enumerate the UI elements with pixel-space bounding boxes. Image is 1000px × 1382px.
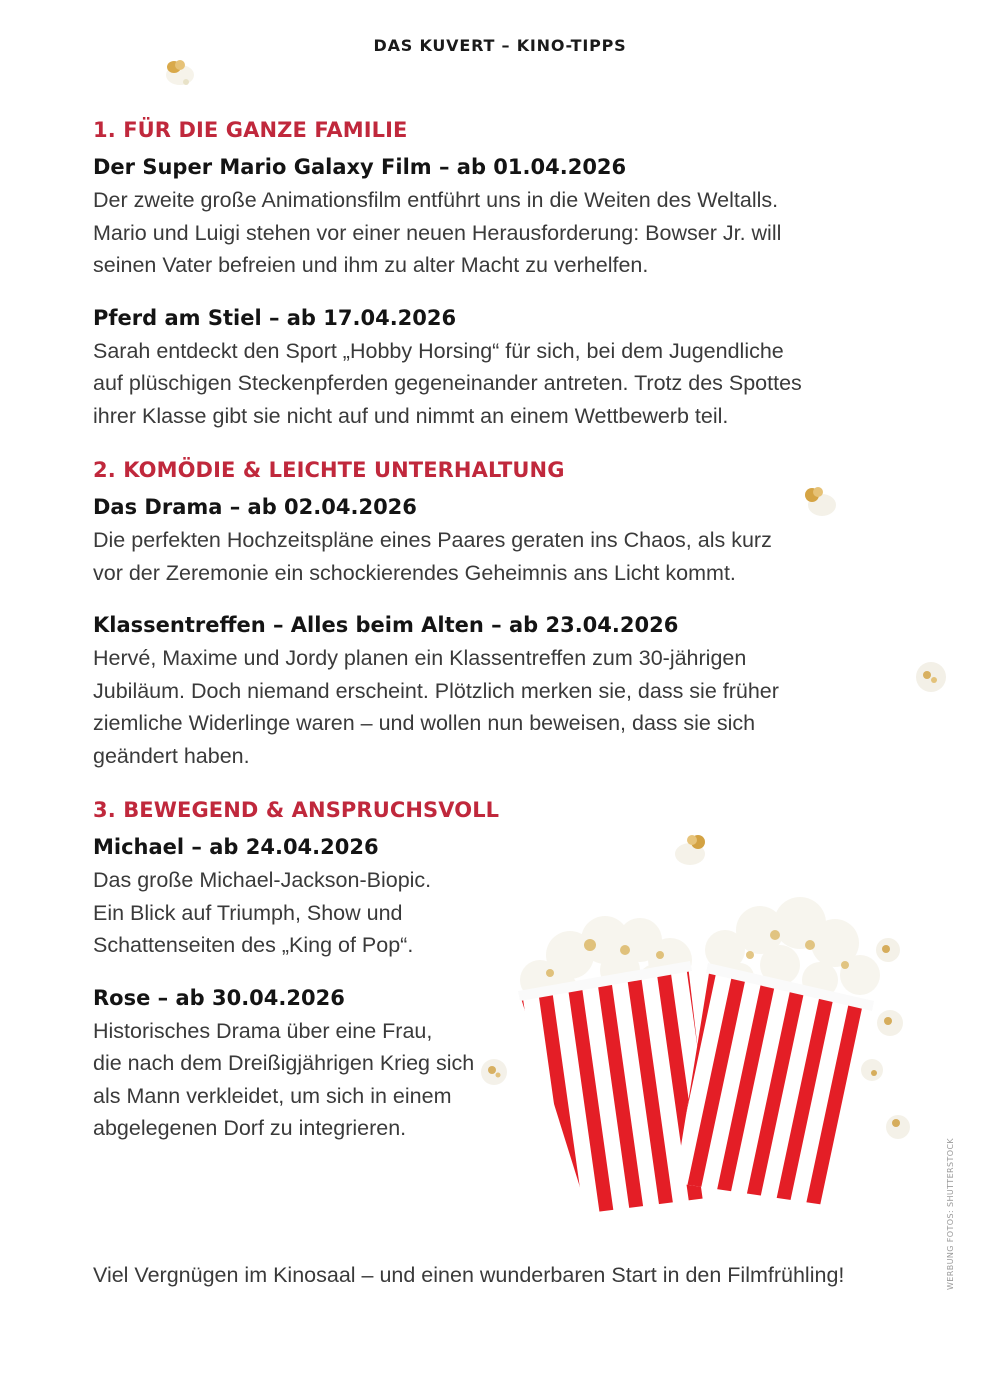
popcorn-kernel-icon xyxy=(912,658,950,696)
film-entry xyxy=(93,153,913,282)
section-title: 3. BEWEGEND & ANSPRUCHSVOLL xyxy=(93,798,500,822)
section-family xyxy=(93,118,913,432)
film-description: Historisches Drama über eine Frau, die nach dem Dreißigjährigen Krieg sich als Mann verkleidet, um sich in einem abgelegenen Dorf zu integrieren. xyxy=(93,1018,475,1140)
film-description: Hervé, Maxime und Jordy planen ein Klassentreffen zum 30-jährigen Jubiläum. Doch niemand erscheint. Plötzlich merken sie, dass sie früher ziemliche Widerlinge waren – und wollen nun beweisen, dass sie sich geändert haben. xyxy=(93,646,779,768)
film-description: Der zweite große Animationsfilm entführt uns in die Weiten des Weltalls. Mario und Luigi stehen vor einer neuen Herausforderung: Bowser Jr. will seinen Vater befreien und ihm zu alter Macht zu verhelfen. xyxy=(93,188,782,277)
film-title: Der Super Mario Galaxy Film – ab 01.04.2026 xyxy=(93,155,627,179)
film-title: Rose – ab 30.04.2026 xyxy=(93,985,345,1010)
film-title: Michael – ab 24.04.2026 xyxy=(93,835,379,859)
popcorn-kernel-icon xyxy=(158,55,198,89)
film-description: Sarah entdeckt den Sport „Hobby Horsing“ für sich, bei dem Jugendliche auf plüschigen Steckenpferden gegeneinander antreten. Trotz des Spottes ihrer Klasse gibt sie nicht auf und nimmt an einem Wettbewerb teil. xyxy=(93,338,802,428)
closing-text: Viel Vergnügen im Kinosaal – und einen wunderbaren Start in den Filmfrühling! xyxy=(93,1263,845,1287)
film-title: Klassentreffen – Alles beim Alten – ab 23.04.2026 xyxy=(93,613,679,637)
photo-credit: WERBUNG FOTOS: SHUTTERSTOCK xyxy=(946,1137,955,1290)
section-comedy xyxy=(93,458,913,772)
film-title: Pferd am Stiel – ab 17.04.2026 xyxy=(93,305,457,330)
film-entry xyxy=(93,304,913,433)
film-entry xyxy=(93,833,913,962)
film-entry xyxy=(93,984,913,1145)
film-entry xyxy=(93,493,913,589)
section-drama xyxy=(93,798,913,1145)
article-body xyxy=(93,118,913,1171)
page-title: DAS KUVERT – KINO-TIPPS xyxy=(373,36,627,55)
film-entry xyxy=(93,611,913,772)
film-title: Das Drama – ab 02.04.2026 xyxy=(93,495,417,519)
film-description: Die perfekten Hochzeitspläne eines Paares geraten ins Chaos, als kurz vor der Zeremonie ein schockierendes Geheimnis ans Licht kommt. xyxy=(93,528,772,585)
section-title: 1. FÜR DIE GANZE FAMILIE xyxy=(93,118,408,142)
section-title: 2. KOMÖDIE & LEICHTE UNTERHALTUNG xyxy=(93,458,565,482)
film-description: Das große Michael-Jackson-Biopic. Ein Blick auf Triumph, Show und Schattenseiten des „King of Pop“. xyxy=(93,868,432,957)
